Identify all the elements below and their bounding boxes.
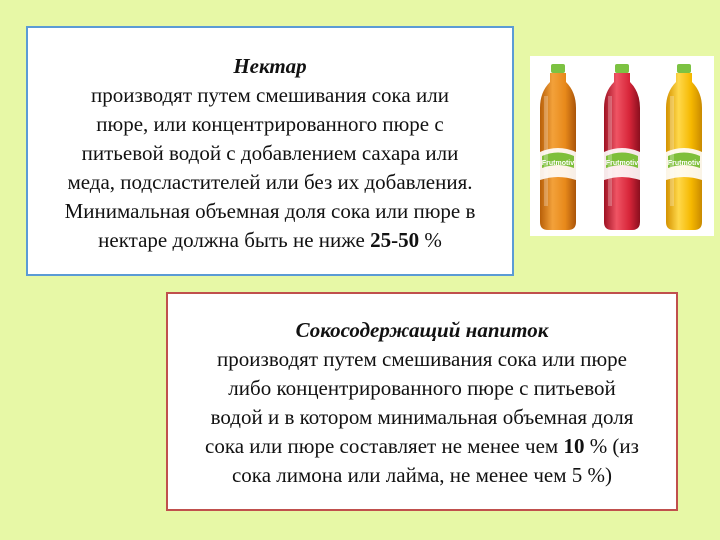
nectar-juice-share-value: 25-50 [370, 228, 420, 252]
juice-drink-definition-box [166, 292, 678, 511]
orange-bottle [540, 64, 576, 230]
bottle-brand-label: Frutmotiv [541, 160, 575, 167]
juice-drink-text-line: водой и в котором минимальная объемная доля [210, 405, 634, 429]
bottle-brand-label: Frutmotiv [605, 160, 639, 167]
red-bottle [604, 64, 640, 230]
nectar-definition-box [26, 26, 514, 276]
juice-drink-text-fragment: % (из [584, 434, 639, 458]
nectar-text-fragment: нектаре должна быть не ниже [98, 228, 371, 252]
nectar-title: Нектар [233, 54, 307, 78]
nectar-text-line: пюре, или концентрированного пюре с [96, 112, 444, 136]
nectar-text-line: питьевой водой с добавлением сахара или [81, 141, 459, 165]
juice-drink-text-fragment: сока или пюре составляет не менее чем [205, 434, 564, 458]
bottle-brand-label: Frutmotiv [667, 160, 701, 167]
yellow-bottle [666, 64, 702, 230]
nectar-text-line: производят путем смешивания сока или [91, 83, 449, 107]
juice-drink-title: Сокосодержащий напиток [295, 318, 549, 342]
juice-drink-text-line: либо концентрированного пюре с питьевой [228, 376, 616, 400]
juice-drink-text-line [168, 432, 676, 461]
percent-sign: % [419, 228, 442, 252]
juice-drink-text-line: производят путем смешивания сока или пюре [217, 347, 627, 371]
nectar-text-line: меда, подсластителей или без их добавления. [67, 170, 473, 194]
juice-bottles-image [530, 56, 714, 236]
nectar-text-line: Минимальная объемная доля сока или пюре в [64, 199, 476, 223]
bottles-illustration [530, 56, 714, 236]
juice-drink-share-value: 10 [563, 434, 585, 458]
nectar-text-line [28, 226, 512, 255]
juice-drink-text-line: сока лимона или лайма, не менее чем 5 %) [231, 463, 612, 487]
